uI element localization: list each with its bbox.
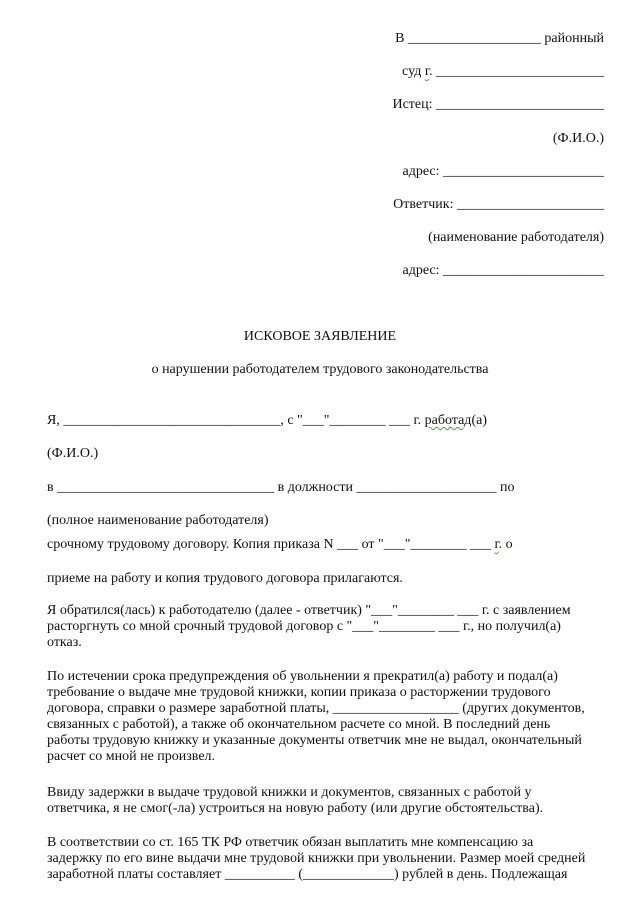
defendant-address-line: адрес: _______________________: [402, 263, 604, 278]
employer-name-hint: (полное наименование работодателя): [47, 513, 269, 528]
court-city-rest: . ________________________: [429, 64, 604, 79]
court-line: В ___________________ районный: [395, 31, 604, 46]
employer-position-line: в _______________________________ в должности ____________________ по: [47, 480, 515, 495]
plaintiff-fio-hint: (Ф.И.О.): [552, 131, 604, 146]
paragraph-work-book-demand: По истечении срока предупреждения об увольнении я прекратил(а) работу и подал(а) требование о выдаче мне трудовой книжки, копии приказа о расторжении трудового договора, справки о размере заработной платы, __________________ (других документов, связанных с работой), а также об окончательном расчете со мной. В последний день работы трудовую книжку и указанные документы ответчик мне не выдал, окончательный расчет со мной не произвел.: [47, 669, 585, 764]
paragraph-termination-request: Я обратился(лась) к работодателю (далее - ответчик) "___"________ ___ г. с заявлением расторгнуть со мной срочный трудовой договор с "___"________ ___ г., но получил(а) отказ.: [47, 603, 571, 650]
contract-attached-line: приеме на работу и копия трудового договора прилагаются.: [47, 571, 403, 586]
plaintiff-line: Истец: ________________________: [392, 97, 604, 112]
court-city-line: [402, 64, 604, 80]
paragraph-compensation: В соответствии со ст. 165 ТК РФ ответчик обязан выплатить мне компенсацию за задержку по его вине выдачи мне трудовой книжки при увольнении. Размер моей средней заработной платы составляет __________ (_____________) рублей в день. Подлежащая: [47, 835, 586, 882]
paragraph-delay-consequences: Ввиду задержки в выдаче трудовой книжки и документов, связанных с работой у ответчика, я не смог(-ла) устроиться на новую работу (или другие обстоятельства).: [47, 785, 544, 816]
body-fio-hint: (Ф.И.О.): [47, 446, 99, 461]
employment-line-end: (а): [471, 413, 487, 428]
document-subtitle: о нарушении работодателем трудового законодательства: [151, 362, 489, 377]
contract-order-line: [47, 537, 513, 553]
court-city-prefix: суд: [402, 64, 425, 79]
defendant-line: Ответчик: _____________________: [393, 197, 604, 212]
employment-line-mark: работад: [424, 413, 472, 428]
document-title: ИСКОВОЕ ЗАЯВЛЕНИЕ: [243, 329, 397, 344]
employment-line-start: Я, _______________________________, с "___"________ ___ г.: [47, 413, 425, 428]
plaintiff-employment-line: [47, 413, 487, 429]
plaintiff-address-line: адрес: _______________________: [402, 164, 604, 179]
court-city-mark: г: [424, 64, 429, 79]
defendant-name-hint: (наименование работодателя): [428, 230, 604, 245]
contract-order-start: срочному трудовому договору. Копия приказа N ___ от "___"________ ___: [47, 537, 495, 552]
contract-order-mark: г: [494, 537, 499, 552]
contract-order-end: . о: [498, 537, 513, 552]
